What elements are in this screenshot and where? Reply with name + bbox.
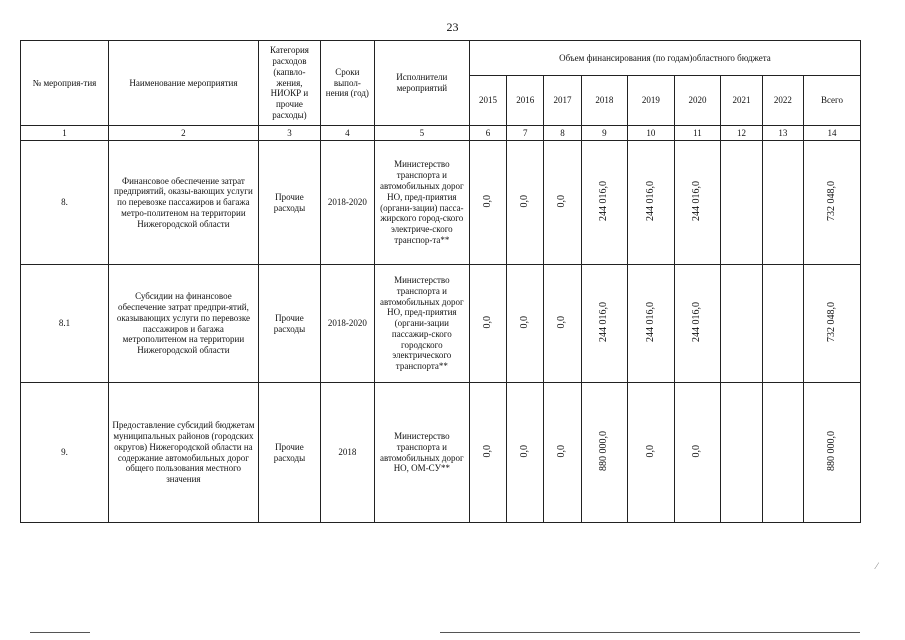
header-year: 2022 (762, 76, 803, 126)
total-cell (804, 383, 861, 523)
column-number: 1 (21, 126, 109, 141)
row-executors: Министерство транспорта и автомобильных дорог НО, пред-приятия (органи-зации пассажир-ского городского электрического транспорта** (374, 265, 469, 383)
value-text: 0,0 (644, 444, 656, 458)
value-text: 0,0 (556, 315, 568, 329)
value-text: 0,0 (482, 194, 494, 208)
header-year: 2016 (507, 76, 544, 126)
scan-artifact-line (30, 632, 90, 633)
value-cell (721, 383, 762, 523)
header-terms: Сроки выпол-нения (год) (320, 41, 374, 126)
value-text: 244 016,0 (691, 302, 703, 343)
row-number: 8. (21, 141, 109, 265)
value-text: 244 016,0 (644, 181, 656, 222)
column-number: 6 (469, 126, 506, 141)
row-terms: 2018 (320, 383, 374, 523)
row-category: Прочие расходы (258, 265, 320, 383)
column-number: 3 (258, 126, 320, 141)
table-row (21, 383, 861, 523)
value-cell (469, 383, 506, 523)
value-cell (581, 265, 628, 383)
column-number: 9 (581, 126, 628, 141)
scan-artifact-mark: ⁄ (876, 561, 878, 571)
value-cell (544, 265, 581, 383)
column-number: 12 (721, 126, 762, 141)
value-text: 0,0 (519, 315, 531, 329)
total-cell (804, 265, 861, 383)
value-cell (721, 265, 762, 383)
header-year: 2020 (674, 76, 721, 126)
header-year: 2017 (544, 76, 581, 126)
value-cell (544, 141, 581, 265)
value-text: 0,0 (556, 444, 568, 458)
value-cell (581, 383, 628, 523)
value-cell (674, 265, 721, 383)
header-num: № мероприя-тия (21, 41, 109, 126)
row-executors: Министерство транспорта и автомобильных дорог НО, ОМ-СУ** (374, 383, 469, 523)
value-text: 244 016,0 (644, 302, 656, 343)
scan-artifact-line (440, 632, 860, 633)
header-year: 2015 (469, 76, 506, 126)
column-number-row (21, 126, 861, 141)
value-text: 0,0 (556, 194, 568, 208)
funding-table (20, 40, 861, 523)
column-number: 13 (762, 126, 803, 141)
column-number: 10 (628, 126, 675, 141)
header-year: 2018 (581, 76, 628, 126)
value-cell (581, 141, 628, 265)
total-cell (804, 141, 861, 265)
value-cell (674, 141, 721, 265)
value-text: 0,0 (691, 444, 703, 458)
header-funding: Объем финансирования (по годам)областного бюджета (469, 41, 860, 76)
header-category: Категория расходов (капвло-жения, НИОКР и прочие расходы) (258, 41, 320, 126)
value-cell (469, 141, 506, 265)
value-cell (507, 141, 544, 265)
value-cell (721, 141, 762, 265)
table-row (21, 141, 861, 265)
value-cell (507, 383, 544, 523)
value-cell (544, 383, 581, 523)
row-name: Субсидии на финансовое обеспечение затрат предпри-ятий, оказывающих услуги по перевозке пассажиров и багажа метрополитеном на территории Нижегородской области (108, 265, 258, 383)
row-number: 8.1 (21, 265, 109, 383)
value-text: 880 000,0 (598, 431, 610, 472)
value-cell (507, 265, 544, 383)
value-cell (762, 265, 803, 383)
total-text: 732 048,0 (826, 302, 837, 343)
column-number: 8 (544, 126, 581, 141)
value-text: 244 016,0 (598, 302, 610, 343)
total-text: 732 048,0 (826, 181, 837, 222)
column-number: 2 (108, 126, 258, 141)
row-name: Предоставление субсидий бюджетам муниципальных районов (городских округов) Нижегородской области на содержание автомобильных дорог общего пользования местного значения (108, 383, 258, 523)
value-cell (762, 141, 803, 265)
value-text: 244 016,0 (691, 181, 703, 222)
column-number: 11 (674, 126, 721, 141)
value-text: 0,0 (482, 315, 494, 329)
row-number: 9. (21, 383, 109, 523)
row-name: Финансовое обеспечение затрат предприятий, оказы-вающих услуги по перевозке пассажиров и багажа метро-политеном на территории Нижегородской области (108, 141, 258, 265)
value-cell (628, 141, 675, 265)
value-text: 244 016,0 (598, 181, 610, 222)
row-category: Прочие расходы (258, 383, 320, 523)
column-number: 4 (320, 126, 374, 141)
header-name: Наименование мероприятия (108, 41, 258, 126)
value-text: 0,0 (519, 444, 531, 458)
column-number: 7 (507, 126, 544, 141)
row-terms: 2018-2020 (320, 141, 374, 265)
header-executors: Исполнители мероприятий (374, 41, 469, 126)
row-executors: Министерство транспорта и автомобильных дорог НО, пред-приятия (органи-зации) пасса-жирского город-ского электриче-ского транспор-та** (374, 141, 469, 265)
value-cell (628, 383, 675, 523)
value-cell (469, 265, 506, 383)
value-cell (628, 265, 675, 383)
column-number: 14 (804, 126, 861, 141)
value-text: 0,0 (482, 444, 494, 458)
value-cell (762, 383, 803, 523)
row-category: Прочие расходы (258, 141, 320, 265)
header-year: 2021 (721, 76, 762, 126)
table-row (21, 265, 861, 383)
header-total: Всего (804, 76, 861, 126)
total-text: 880 000,0 (826, 431, 837, 472)
column-number: 5 (374, 126, 469, 141)
value-text: 0,0 (519, 194, 531, 208)
row-terms: 2018-2020 (320, 265, 374, 383)
value-cell (674, 383, 721, 523)
header-year: 2019 (628, 76, 675, 126)
page-number: 23 (446, 20, 459, 34)
